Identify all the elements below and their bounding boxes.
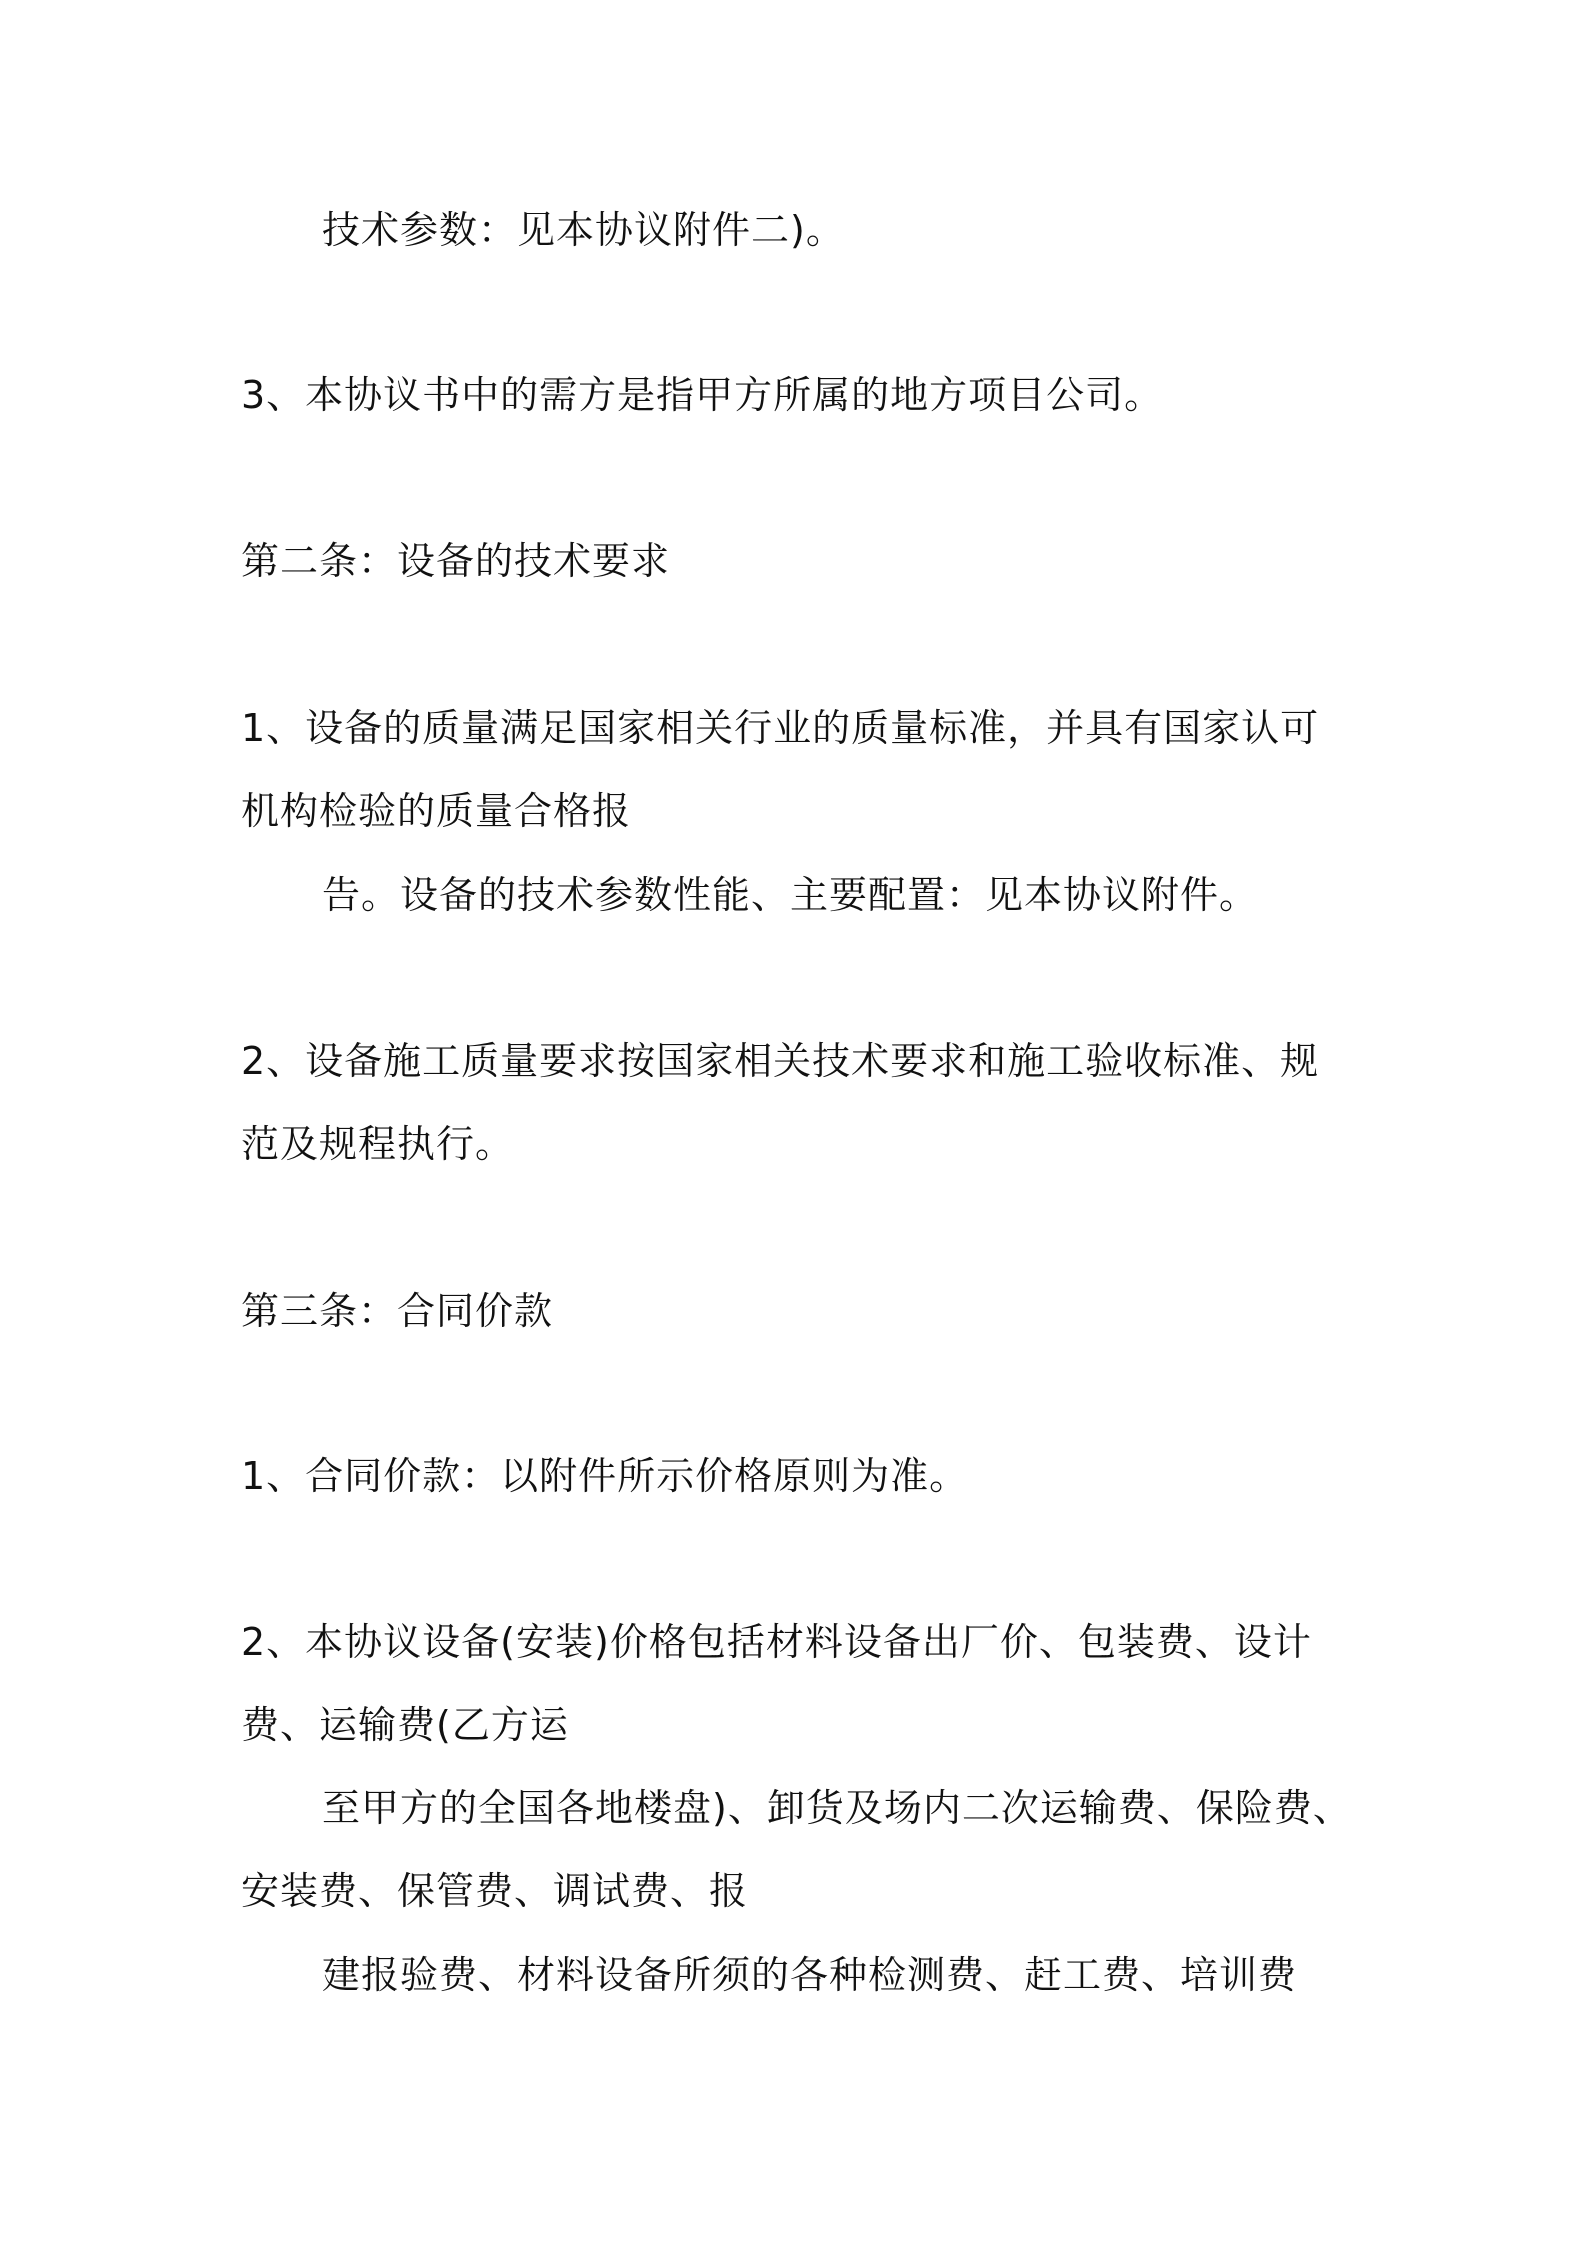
text-line-clause-3-2d: 安装费、保管费、调试费、报 (241, 1869, 749, 1913)
text-line-clause-2-2b: 范及规程执行。 (241, 1122, 515, 1166)
text-line-clause-3-2a: 2、本协议设备(安装)价格包括材料设备出厂价、包装费、设计 (241, 1620, 1312, 1664)
text-line-clause-2-1b: 机构检验的质量合格报 (241, 789, 632, 833)
text-line-clause-2-1a: 1、设备的质量满足国家相关行业的质量标准，并具有国家认可 (241, 706, 1320, 750)
section-heading-article-2: 第二条：设备的技术要求 (241, 539, 671, 583)
text-line-clause-3-2e: 建报验费、材料设备所须的各种检测费、赶工费、培训费 (322, 1953, 1298, 1997)
text-line-tech-params: 技术参数：见本协议附件二)。 (322, 208, 845, 252)
text-line-clause-3-1: 1、合同价款：以附件所示价格原则为准。 (241, 1454, 969, 1498)
text-line-clause-1-3: 3、本协议书中的需方是指甲方所属的地方项目公司。 (241, 373, 1164, 417)
section-heading-article-3: 第三条：合同价款 (241, 1289, 554, 1333)
text-line-clause-2-1c: 告。设备的技术参数性能、主要配置：见本协议附件。 (322, 873, 1259, 917)
text-line-clause-3-2c: 至甲方的全国各地楼盘)、卸货及场内二次运输费、保险费、 (322, 1786, 1352, 1830)
text-line-clause-3-2b: 费、运输费(乙方运 (241, 1703, 569, 1747)
text-line-clause-2-2a: 2、设备施工质量要求按国家相关技术要求和施工验收标准、规 (241, 1039, 1320, 1083)
